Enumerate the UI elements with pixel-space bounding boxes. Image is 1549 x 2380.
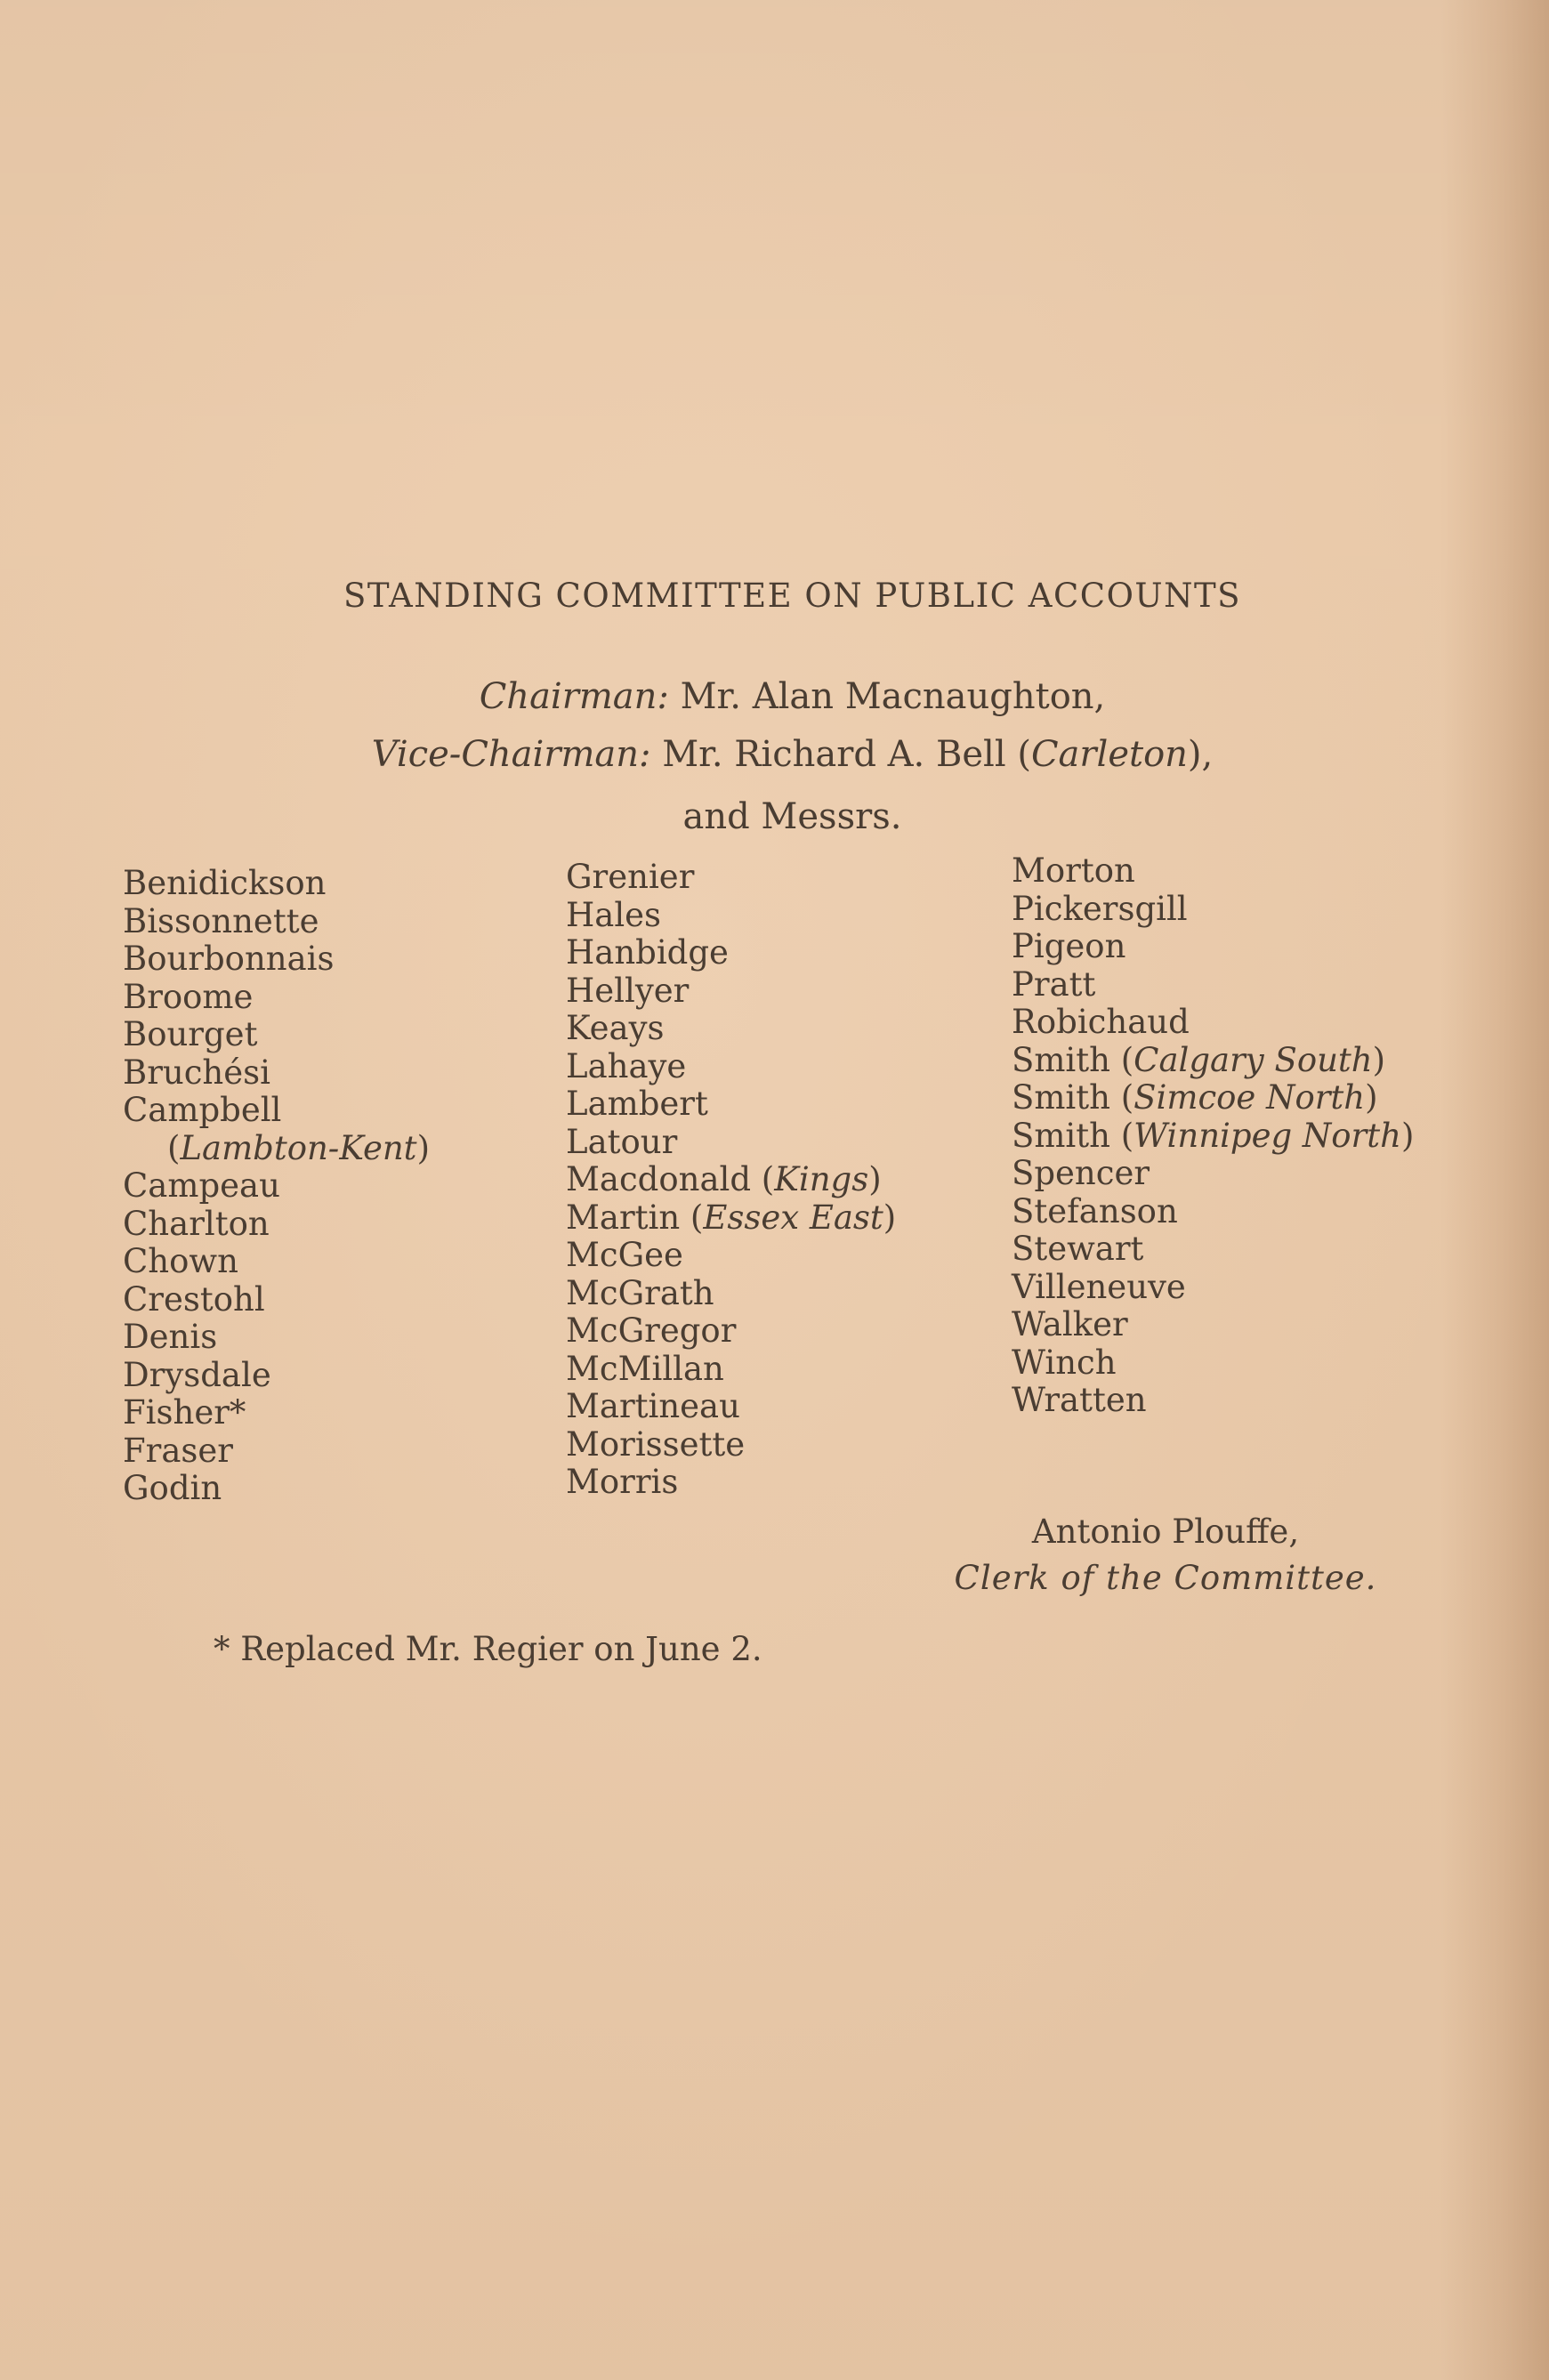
member-name: Walker <box>1012 1305 1128 1343</box>
member-name: Winch <box>1012 1343 1117 1382</box>
member-name: Lambert <box>566 1085 708 1123</box>
member-column-2 <box>566 859 896 1502</box>
member-name: Robichaud <box>1012 1003 1190 1041</box>
member-name: McGrath <box>566 1273 714 1312</box>
member-name: Pickersgill <box>1012 889 1188 928</box>
member-name: Stefanson <box>1012 1191 1178 1230</box>
member-name: Denis <box>123 1318 218 1356</box>
member-name: Campeau <box>123 1166 280 1205</box>
member-name: Keays <box>566 1009 665 1047</box>
member-name: Bissonnette <box>123 901 319 940</box>
vice-chairman-end: ), <box>1187 734 1214 775</box>
member-name: Smith (Winnipeg North) <box>1012 1116 1415 1155</box>
member-name: Smith (Calgary South) <box>1012 1040 1386 1079</box>
member-riding: Winnipeg North <box>1134 1116 1401 1155</box>
clerk-title: Clerk of the Committee. <box>954 1559 1377 1597</box>
member-name: Bourget <box>123 1015 258 1053</box>
member-name: Villeneuve <box>1012 1267 1186 1306</box>
member-name: Latour <box>566 1122 678 1161</box>
member-name: Morris <box>566 1463 679 1501</box>
clerk-name: Antonio Plouffe, <box>1031 1513 1300 1551</box>
member-riding: Calgary South <box>1134 1040 1373 1079</box>
member-name: Spencer <box>1012 1154 1150 1192</box>
vice-chairman-role: Vice-Chairman: <box>371 734 651 775</box>
member-name: Stewart <box>1012 1230 1144 1268</box>
member-name: Crestohl <box>123 1279 265 1319</box>
vice-chairman-name: Mr. Richard A. Bell ( <box>662 734 1031 775</box>
chairman-line <box>18 676 1549 717</box>
member-name: Hellyer <box>566 971 690 1010</box>
member-name: Godin <box>123 1469 222 1507</box>
member-riding: Kings <box>774 1160 869 1198</box>
member-name: McMillan <box>566 1349 724 1388</box>
member-name: Lahaye <box>566 1046 687 1085</box>
member-name: Hales <box>566 895 662 934</box>
member-riding: Essex East <box>703 1198 883 1237</box>
member-name: Fraser <box>123 1431 233 1470</box>
member-name: Bruchési <box>123 1053 270 1092</box>
member-name: Macdonald (Kings) <box>566 1160 882 1198</box>
member-name: Campbell <box>123 1091 282 1129</box>
member-column-1 <box>123 865 430 1508</box>
and-messrs: and Messrs. <box>682 796 902 837</box>
member-name: Morton <box>1012 851 1135 890</box>
member-name: Fisher* <box>123 1393 246 1432</box>
member-name: Pigeon <box>1012 927 1126 965</box>
member-riding: Lambton-Kent <box>180 1128 417 1167</box>
chairman-role: Chairman: <box>479 676 669 717</box>
chairman-name: Mr. Alan Macnaughton, <box>680 676 1106 717</box>
member-name: Benidickson <box>123 864 327 902</box>
member-name: Charlton <box>123 1204 270 1243</box>
member-name: McGee <box>566 1236 683 1274</box>
member-name: Pratt <box>1012 964 1096 1004</box>
member-name: Broome <box>123 977 254 1016</box>
member-name: Morissette <box>566 1424 746 1464</box>
footnote: * Replaced Mr. Regier on June 2. <box>214 1630 762 1668</box>
member-name: Hanbidge <box>566 933 729 972</box>
member-name: Martin (Essex East) <box>566 1198 897 1237</box>
member-name: Grenier <box>566 858 695 896</box>
vice-chairman-riding: Carleton <box>1030 734 1188 775</box>
page-title: STANDING COMMITTEE ON PUBLIC ACCOUNTS <box>343 577 1242 615</box>
member-column-3 <box>1012 852 1414 1420</box>
member-name: Chown <box>123 1242 238 1280</box>
member-name: Smith (Simcoe North) <box>1012 1078 1378 1117</box>
member-name: Martineau <box>566 1387 740 1425</box>
member-riding: Simcoe North <box>1134 1078 1366 1117</box>
member-name: (Lambton-Kent) <box>167 1128 430 1167</box>
member-name: Drysdale <box>123 1355 271 1394</box>
member-name: Bourbonnais <box>123 940 335 978</box>
vice-chairman-line <box>18 734 1549 775</box>
member-name: Wratten <box>1012 1381 1147 1419</box>
member-name: McGregor <box>566 1311 737 1350</box>
